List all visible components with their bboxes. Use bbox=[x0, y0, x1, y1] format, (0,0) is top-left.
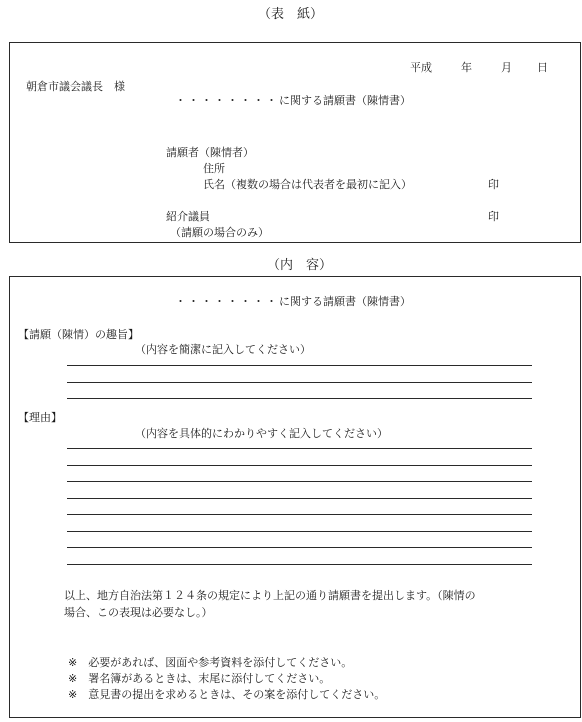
cover-title-dots: ・・・・・・・・ bbox=[175, 94, 279, 107]
closing-line-1: 以上、地方自治法第１２４条の規定により上記の通り請願書を提出します。（陳情の bbox=[64, 589, 476, 602]
name-label: 氏名（複数の場合は代表者を最初に記入） bbox=[203, 178, 412, 191]
date-year: 年 bbox=[461, 61, 472, 74]
closing-line-2: 場合、この表現は必要なし。） bbox=[64, 606, 213, 619]
note-item: ※ 必要があれば、図面や参考資料を添付してください。 bbox=[68, 656, 353, 669]
purpose-writing-line bbox=[67, 398, 532, 399]
cover-heading: （表 紙） bbox=[258, 7, 324, 22]
reason-writing-line bbox=[67, 481, 532, 482]
date-era: 平成 bbox=[410, 61, 432, 74]
reason-writing-line bbox=[67, 564, 532, 565]
content-box bbox=[9, 276, 581, 718]
content-title-text: に関する請願書（陳情書） bbox=[279, 295, 411, 308]
content-title bbox=[175, 295, 411, 308]
note-item: ※ 意見書の提出を求めるときは、その案を添付してください。 bbox=[68, 688, 386, 701]
reason-writing-line bbox=[67, 498, 532, 499]
cover-box bbox=[9, 42, 581, 243]
cover-title bbox=[175, 94, 411, 107]
addressee: 朝倉市議会議長 様 bbox=[26, 80, 125, 93]
purpose-hint: （内容を簡潔に記入してください） bbox=[135, 343, 311, 356]
petitioner-label: 請願者（陳情者） bbox=[166, 146, 254, 159]
purpose-writing-line bbox=[67, 382, 532, 383]
introducer-note: （請願の場合のみ） bbox=[170, 226, 269, 239]
reason-writing-line bbox=[67, 547, 532, 548]
reason-writing-line bbox=[67, 448, 532, 449]
reason-label: 【理由】 bbox=[18, 411, 62, 424]
reason-hint: （内容を具体的にわかりやすく記入してください） bbox=[135, 427, 388, 440]
reason-writing-line bbox=[67, 514, 532, 515]
note-item: ※ 署名簿があるときは、末尾に添付してください。 bbox=[68, 672, 331, 685]
purpose-label: 【請願（陳情）の趣旨】 bbox=[18, 328, 139, 341]
cover-title-text: に関する請願書（陳情書） bbox=[279, 94, 411, 107]
date-day: 日 bbox=[537, 61, 548, 74]
seal-mark-introducer: 印 bbox=[488, 210, 499, 223]
date-month: 月 bbox=[501, 61, 512, 74]
content-title-dots: ・・・・・・・・ bbox=[175, 295, 279, 308]
content-heading: （内 容） bbox=[267, 258, 333, 273]
seal-mark-petitioner: 印 bbox=[488, 178, 499, 191]
introducer-label: 紹介議員 bbox=[166, 210, 210, 223]
purpose-writing-line bbox=[67, 365, 532, 366]
reason-writing-line bbox=[67, 531, 532, 532]
address-label: 住所 bbox=[203, 162, 225, 175]
reason-writing-line bbox=[67, 465, 532, 466]
